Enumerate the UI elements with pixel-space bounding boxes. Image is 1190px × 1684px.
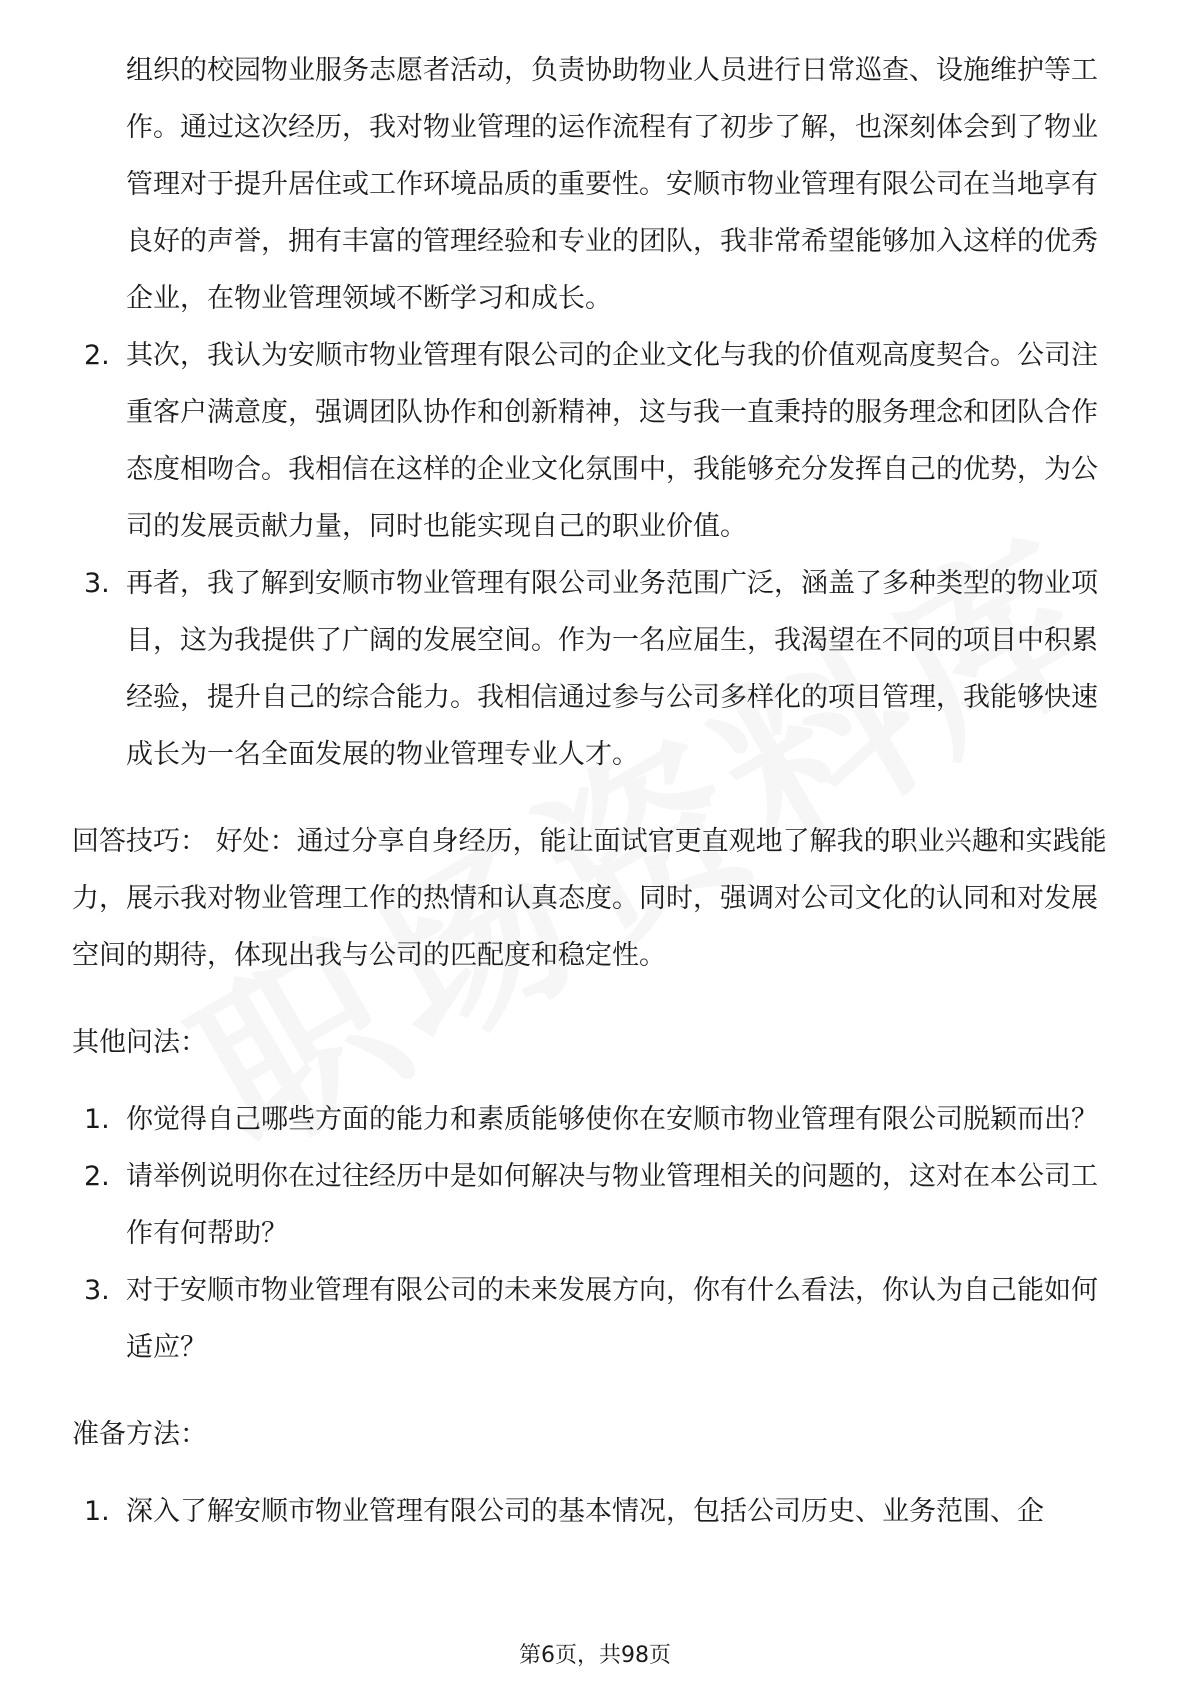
list-number: 1. <box>84 1104 110 1135</box>
answer-tips: 回答技巧： 好处：通过分享自身经历，能让面试官更直观地了解我的职业兴趣和实践能力，展示我对物业管理工作的热情和认真态度。同时，强调对公司文化的认同和对发展空间的期待，体现出我与公司的匹配度和稳定性。 <box>72 826 1107 971</box>
list-item <box>72 1091 1122 1148</box>
page-content <box>72 42 1122 1540</box>
intro-continuation: 组织的校园物业服务志愿者活动，负责协助物业人员进行日常巡查、设施维护等工作。通过这次经历，我对物业管理的运作流程有了初步了解，也深刻体会到了物业管理对于提升居住或工作环境品质的重要性。安顺市物业管理有限公司在当地享有良好的声誉，拥有丰富的管理经验和专业的团队，我非常希望能够加入这样的优秀企业，在物业管理领域不断学习和成长。 <box>126 55 1098 314</box>
list-item <box>72 327 1122 555</box>
list-text: 请举例说明你在过往经历中是如何解决与物业管理相关的问题的，这对在本公司工作有何帮助？ <box>126 1161 1098 1249</box>
list-number: 1. <box>84 1496 110 1527</box>
other-questions-list <box>72 1091 1122 1376</box>
prep-list <box>72 1483 1122 1540</box>
other-questions-heading: 其他问法： <box>72 1027 207 1058</box>
list-item <box>72 555 1122 783</box>
list-text: 深入了解安顺市物业管理有限公司的基本情况，包括公司历史、业务范围、企 <box>126 1496 1044 1527</box>
list-text: 你觉得自己哪些方面的能力和素质能够使你在安顺市物业管理有限公司脱颖而出？ <box>126 1104 1098 1135</box>
list-text: 再者，我了解到安顺市物业管理有限公司业务范围广泛，涵盖了多种类型的物业项目，这为我提供了广阔的发展空间。作为一名应届生，我渴望在不同的项目中积累经验，提升自己的综合能力。我相信通过参与公司多样化的项目管理，我能够快速成长为一名全面发展的物业管理专业人才。 <box>126 568 1098 770</box>
reasons-list <box>72 327 1122 783</box>
list-number: 3. <box>84 568 110 599</box>
list-number: 3. <box>84 1275 110 1306</box>
list-item <box>72 1262 1122 1376</box>
prep-heading: 准备方法： <box>72 1419 207 1450</box>
list-number: 2. <box>84 1161 110 1192</box>
list-text: 对于安顺市物业管理有限公司的未来发展方向，你有什么看法，你认为自己能如何适应？ <box>126 1275 1098 1363</box>
page-footer: 第6页，共98页 <box>519 1643 671 1668</box>
list-number: 2. <box>84 340 110 371</box>
list-item <box>72 1148 1122 1262</box>
list-text: 其次，我认为安顺市物业管理有限公司的企业文化与我的价值观高度契合。公司注重客户满意度，强调团队协作和创新精神，这与我一直秉持的服务理念和团队合作态度相吻合。我相信在这样的企业文化氛围中，我能够充分发挥自己的优势，为公司的发展贡献力量，同时也能实现自己的职业价值。 <box>126 340 1098 542</box>
list-item <box>72 1483 1122 1540</box>
